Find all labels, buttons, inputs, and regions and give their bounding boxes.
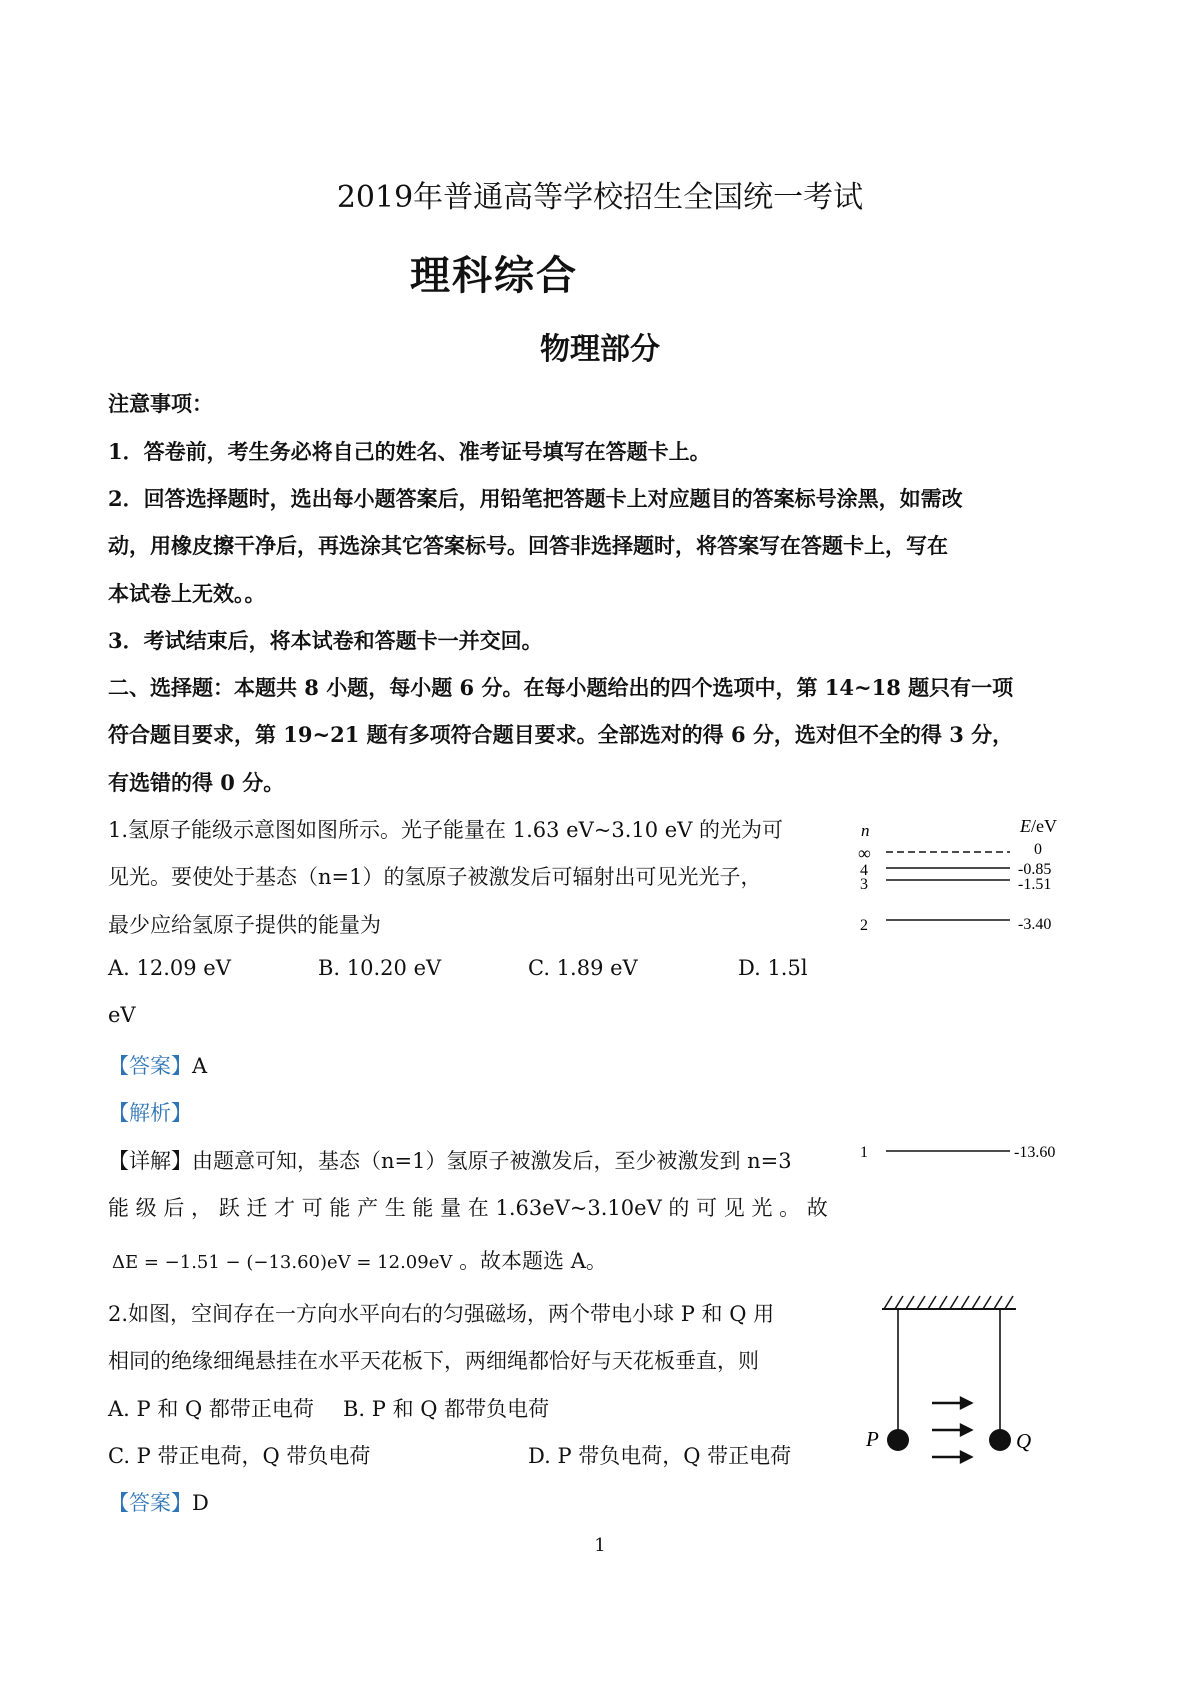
- energy-level-inf-e: 0: [1034, 841, 1042, 858]
- energy-level-3-e: -1.51: [1018, 876, 1052, 893]
- energy-level-1-e: -13.60: [1014, 1144, 1056, 1161]
- energy-level-diagram: [848, 808, 1078, 1168]
- q1-formula: ΔE = −1.51 − (−13.60)eV = 12.09eV: [112, 1252, 453, 1273]
- page-number: 1: [594, 1535, 606, 1556]
- notice-item-3: 3．考试结束后，将本试卷和答题卡一并交回。: [108, 628, 543, 653]
- q1-option-d-continued: eV: [108, 1003, 136, 1027]
- q1-answer-line: [108, 1050, 207, 1080]
- q2-option-b: B. P 和 Q 都带负电荷: [343, 1397, 550, 1421]
- ball-q: [989, 1429, 1011, 1451]
- q1-stem-line-2: 见光。要使处于基态（n=1）的氢原子被激发后可辐射出可见光光子，: [108, 865, 762, 889]
- notice-item-2-line-3: 本试卷上无效。。: [108, 581, 266, 606]
- field-arrowhead-1: [961, 1398, 971, 1408]
- section-title: 物理部分: [540, 332, 660, 367]
- diagram-e-label: E/eV: [1020, 816, 1057, 836]
- q1-detail-text-1: 由题意可知，基态（n=1）氢原子被激发后，至少被激发到 n=3: [192, 1149, 792, 1173]
- q2-answer-line: [108, 1487, 209, 1517]
- q1-answer-tag: 【答案】: [108, 1054, 192, 1078]
- q1-detail-line-2: 能 级 后 ， 跃 迁 才 可 能 产 生 能 量 在 1.63eV~3.10eV 的 可 见 光 。 故: [108, 1196, 828, 1220]
- energy-level-4-e: -0.85: [1018, 861, 1052, 878]
- q2-stem-line-2: 相同的绝缘细绳悬挂在水平天花板下，两细绳都恰好与天花板垂直，则: [108, 1349, 759, 1373]
- magnetic-field-arrows: [932, 1398, 971, 1462]
- part2-line-3: 有选错的得 0 分。: [108, 770, 285, 795]
- field-arrowhead-3: [961, 1452, 971, 1462]
- q1-option-d: D. 1.5l: [738, 956, 808, 980]
- field-arrowhead-2: [961, 1425, 971, 1435]
- notice-item-2-line-2: 动，用橡皮擦干净后，再选涂其它答案标号。回答非选择题时，将答案写在答题卡上，写在: [108, 533, 948, 558]
- pendulum-diagram: [860, 1290, 1040, 1480]
- notice-heading: 注意事项：: [108, 391, 213, 416]
- label-q: Q: [1016, 1429, 1032, 1453]
- q1-stem-line-3: 最少应给氢原子提供的能量为: [108, 913, 381, 937]
- energy-level-2-e: -3.40: [1018, 916, 1052, 933]
- q1-formula-line: [112, 1245, 607, 1275]
- q1-detail-tag: 【详解】: [108, 1149, 192, 1173]
- diagram-n-label: n: [861, 821, 870, 840]
- q2-option-d: D. P 带负电荷，Q 带正电荷: [528, 1444, 792, 1468]
- energy-level-inf-n: ∞: [858, 843, 871, 863]
- ceiling-hatching: [884, 1296, 1013, 1309]
- notice-item-1: 1．答卷前，考生务必将自己的姓名、准考证号填写在答题卡上。: [108, 439, 711, 464]
- energy-level-2-n: 2: [860, 917, 868, 934]
- q1-option-a: A. 12.09 eV: [108, 956, 231, 980]
- q1-answer: A: [192, 1054, 208, 1078]
- q1-detail-line-1: [108, 1145, 792, 1175]
- part2-line-2: 符合题目要求，第 19~21 题有多项符合题目要求。全部选对的得 6 分，选对但不全的得 3 分，: [108, 722, 1014, 747]
- q1-analysis-tag: 【解析】: [108, 1101, 192, 1125]
- energy-level-1-n: 1: [860, 1144, 868, 1161]
- q1-stem-line-1: 1.氢原子能级示意图如图所示。光子能量在 1.63 eV~3.10 eV 的光为可: [108, 818, 784, 842]
- notice-item-2-line-1: 2．回答选择题时，选出每小题答案后，用铅笔把答题卡上对应题目的答案标号涂黑，如需改: [108, 486, 963, 511]
- part2-line-1: 二、选择题：本题共 8 小题，每小题 6 分。在每小题给出的四个选项中，第 14~18 题只有一项: [108, 675, 1014, 700]
- q2-option-a: A. P 和 Q 都带正电荷: [108, 1397, 314, 1421]
- energy-level-3-n: 3: [860, 876, 868, 893]
- q2-stem-line-1: 2.如图，空间存在一方向水平向右的匀强磁场，两个带电小球 P 和 Q 用: [108, 1302, 775, 1326]
- energy-level-4-n: 4: [860, 862, 868, 879]
- q2-answer: D: [192, 1491, 209, 1515]
- q1-formula-tail: 。故本题选 A。: [459, 1249, 607, 1273]
- q1-option-b: B. 10.20 eV: [318, 956, 442, 980]
- ball-p: [887, 1429, 909, 1451]
- label-p: P: [866, 1427, 879, 1451]
- q2-option-c: C. P 带正电荷，Q 带负电荷: [108, 1444, 371, 1468]
- exam-title: 2019年普通高等学校招生全国统一考试: [336, 180, 864, 215]
- q2-answer-tag: 【答案】: [108, 1491, 192, 1515]
- subject-title: 理科综合: [410, 252, 578, 299]
- q1-option-c: C. 1.89 eV: [528, 956, 638, 980]
